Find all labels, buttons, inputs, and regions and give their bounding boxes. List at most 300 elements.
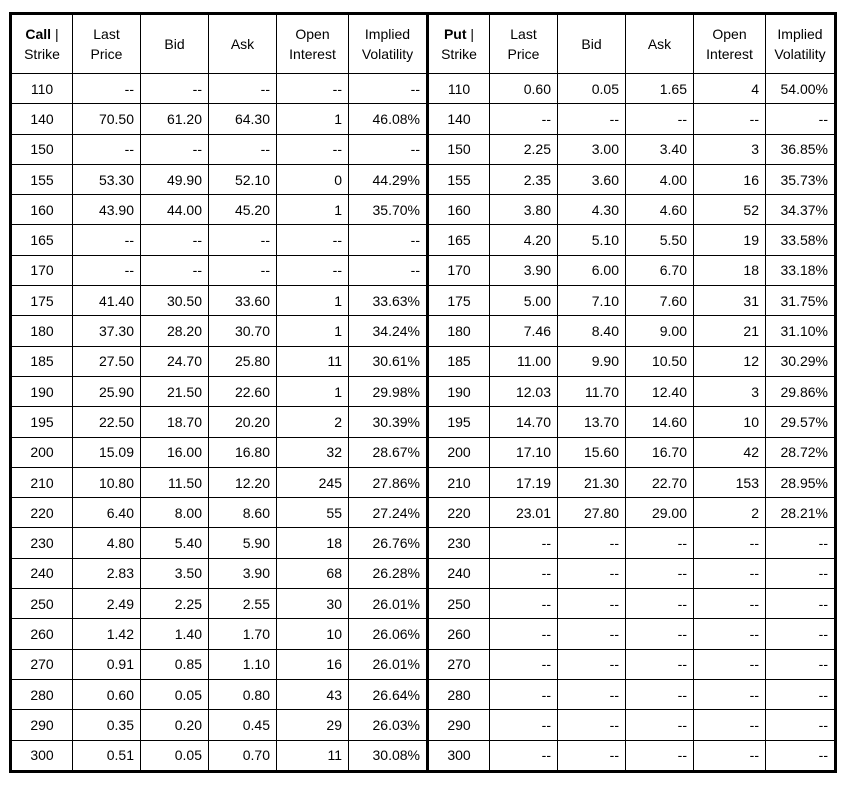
call-ask-cell: -- [209,74,277,104]
call-implied-volatility-cell: 26.28% [349,558,428,588]
call-implied-volatility-cell: 26.76% [349,528,428,558]
put-ask-cell: 9.00 [626,316,694,346]
call-ask-cell: 52.10 [209,164,277,194]
call-bid-cell: 2.25 [141,589,209,619]
table-row [11,740,836,771]
call-last-price-cell: 0.60 [73,679,141,709]
put-bid-cell: 5.10 [558,225,626,255]
put-implied-volatility-cell: -- [766,679,836,709]
put-strike-cell: 150 [428,134,490,164]
call-open-interest-cell: 1 [277,286,349,316]
call-implied-volatility-cell: 34.24% [349,316,428,346]
put-strike-cell: 140 [428,104,490,134]
put-label: Put [443,26,467,42]
put-strike-header [428,14,490,74]
call-ask-cell: 1.70 [209,619,277,649]
put-implied-volatility-cell: 31.10% [766,316,836,346]
call-ask-cell: 22.60 [209,376,277,406]
table-row [11,558,836,588]
call-last-price-cell: 6.40 [73,498,141,528]
put-ask-cell: -- [626,649,694,679]
call-ask-cell: -- [209,255,277,285]
call-strike-cell: 250 [11,589,73,619]
call-bid-cell: 24.70 [141,346,209,376]
call-ask-cell: 8.60 [209,498,277,528]
call-implied-volatility-cell: 33.63% [349,286,428,316]
call-bid-cell: 49.90 [141,164,209,194]
put-bid-cell: -- [558,558,626,588]
put-open-interest-cell: -- [694,104,766,134]
put-bid-cell: 3.00 [558,134,626,164]
put-implied-volatility-cell: 36.85% [766,134,836,164]
call-open-interest-cell: -- [277,225,349,255]
put-bid-cell: 15.60 [558,437,626,467]
table-row [11,164,836,194]
call-implied-volatility-cell: -- [349,225,428,255]
call-bid-cell: 0.85 [141,649,209,679]
call-open-interest-cell: 11 [277,346,349,376]
put-bid-cell: -- [558,710,626,740]
put-open-interest-cell: 4 [694,74,766,104]
call-strike-label: Strike [24,46,60,62]
call-strike-cell: 220 [11,498,73,528]
call-bid-cell: 18.70 [141,407,209,437]
put-last-price-cell: 5.00 [490,286,558,316]
call-strike-cell: 170 [11,255,73,285]
put-last-price-cell: -- [490,649,558,679]
put-ask-cell: -- [626,740,694,771]
call-implied-volatility-cell: 26.01% [349,649,428,679]
put-bid-header: Bid [558,14,626,74]
put-open-interest-cell: -- [694,528,766,558]
put-ask-cell: -- [626,528,694,558]
call-last-price-cell: -- [73,134,141,164]
put-last-price-cell: 17.19 [490,467,558,497]
put-last-price-cell: 14.70 [490,407,558,437]
put-last-price-cell: 0.60 [490,74,558,104]
call-last-price-cell: 4.80 [73,528,141,558]
table-row [11,437,836,467]
call-open-interest-cell: 30 [277,589,349,619]
put-open-interest-cell: 10 [694,407,766,437]
call-open-interest-cell: 11 [277,740,349,771]
put-open-interest-cell: -- [694,740,766,771]
put-strike-cell: 240 [428,558,490,588]
put-open-interest-cell: -- [694,589,766,619]
call-strike-cell: 175 [11,286,73,316]
call-ask-cell: 20.20 [209,407,277,437]
put-ask-cell: -- [626,558,694,588]
put-implied-volatility-cell: 33.18% [766,255,836,285]
put-implied-volatility-cell: 28.72% [766,437,836,467]
call-strike-cell: 180 [11,316,73,346]
put-last-price-cell: 4.20 [490,225,558,255]
put-strike-cell: 180 [428,316,490,346]
call-last-price-cell: 70.50 [73,104,141,134]
call-last-price-cell: 0.91 [73,649,141,679]
call-oi-label-1: Open [295,26,330,42]
put-ask-cell: 3.40 [626,134,694,164]
put-open-interest-cell: 18 [694,255,766,285]
call-ask-header: Ask [209,14,277,74]
put-implied-volatility-cell: 30.29% [766,346,836,376]
call-last-price-cell: 43.90 [73,195,141,225]
call-last-price-label-1: Last [93,26,120,42]
header-row [11,14,836,74]
put-ask-cell: -- [626,710,694,740]
call-implied-volatility-cell: 26.64% [349,679,428,709]
call-open-interest-cell: 0 [277,164,349,194]
put-strike-cell: 300 [428,740,490,771]
call-last-price-cell: 27.50 [73,346,141,376]
put-open-interest-cell: 19 [694,225,766,255]
put-last-price-cell: -- [490,104,558,134]
call-bid-header: Bid [141,14,209,74]
call-ask-cell: 12.20 [209,467,277,497]
put-open-interest-cell: 3 [694,376,766,406]
call-open-interest-cell: 32 [277,437,349,467]
call-strike-cell: 280 [11,679,73,709]
put-bid-cell: -- [558,589,626,619]
table-row [11,619,836,649]
call-implied-volatility-cell: 28.67% [349,437,428,467]
put-implied-volatility-cell: 54.00% [766,74,836,104]
put-iv-label-1: Implied [777,26,823,42]
call-open-interest-cell: 18 [277,528,349,558]
call-bid-cell: 21.50 [141,376,209,406]
table-row [11,195,836,225]
put-last-price-cell: 3.80 [490,195,558,225]
call-bid-cell: -- [141,74,209,104]
put-ask-cell: 5.50 [626,225,694,255]
put-ask-cell: 4.00 [626,164,694,194]
put-implied-volatility-cell: -- [766,710,836,740]
call-implied-volatility-cell: -- [349,255,428,285]
call-bid-cell: 28.20 [141,316,209,346]
put-strike-cell: 280 [428,679,490,709]
call-iv-label-1: Implied [364,26,411,42]
put-last-price-label-2: Price [507,46,540,62]
table-row [11,286,836,316]
call-implied-volatility-cell: -- [349,74,428,104]
call-bid-cell: 30.50 [141,286,209,316]
call-strike-cell: 270 [11,649,73,679]
put-ask-cell: 12.40 [626,376,694,406]
call-ask-cell: 0.45 [209,710,277,740]
call-strike-cell: 140 [11,104,73,134]
put-bid-cell: 4.30 [558,195,626,225]
put-ask-cell: 6.70 [626,255,694,285]
call-implied-volatility-cell: 30.08% [349,740,428,771]
call-bid-cell: 0.05 [141,740,209,771]
call-ask-cell: 0.70 [209,740,277,771]
put-strike-cell: 260 [428,619,490,649]
call-strike-cell: 190 [11,376,73,406]
call-implied-volatility-cell: 26.03% [349,710,428,740]
table-row [11,407,836,437]
call-open-interest-cell: 10 [277,619,349,649]
put-ask-header: Ask [626,14,694,74]
call-implied-volatility-cell: 26.01% [349,589,428,619]
put-open-interest-cell: -- [694,649,766,679]
put-ask-cell: 16.70 [626,437,694,467]
put-last-price-cell: -- [490,589,558,619]
call-strike-cell: 110 [11,74,73,104]
put-strike-cell: 250 [428,589,490,619]
put-bid-cell: -- [558,649,626,679]
call-strike-cell: 200 [11,437,73,467]
call-bid-cell: 8.00 [141,498,209,528]
call-implied-volatility-header [349,14,428,74]
call-bid-cell: -- [141,225,209,255]
put-oi-label-2: Interest [706,46,753,62]
put-strike-cell: 200 [428,437,490,467]
call-open-interest-cell: 1 [277,195,349,225]
put-separator: | [466,26,475,42]
put-ask-cell: 29.00 [626,498,694,528]
put-last-price-cell: 2.25 [490,134,558,164]
call-last-price-cell: 53.30 [73,164,141,194]
put-implied-volatility-cell: 29.57% [766,407,836,437]
put-last-price-cell: 7.46 [490,316,558,346]
put-strike-cell: 170 [428,255,490,285]
put-open-interest-header [694,14,766,74]
put-bid-cell: -- [558,740,626,771]
call-open-interest-cell: 43 [277,679,349,709]
put-last-price-cell: -- [490,679,558,709]
put-strike-cell: 290 [428,710,490,740]
put-bid-cell: 27.80 [558,498,626,528]
call-ask-cell: 1.10 [209,649,277,679]
put-strike-cell: 270 [428,649,490,679]
call-implied-volatility-cell: 29.98% [349,376,428,406]
call-bid-cell: -- [141,134,209,164]
call-last-price-cell: 2.83 [73,558,141,588]
table-row [11,679,836,709]
put-ask-cell: 10.50 [626,346,694,376]
put-open-interest-cell: 12 [694,346,766,376]
put-ask-cell: 4.60 [626,195,694,225]
put-implied-volatility-cell: -- [766,558,836,588]
call-open-interest-cell: -- [277,255,349,285]
table-row [11,134,836,164]
call-implied-volatility-cell: 27.86% [349,467,428,497]
call-ask-cell: -- [209,225,277,255]
put-bid-cell: 6.00 [558,255,626,285]
call-last-price-cell: 37.30 [73,316,141,346]
put-implied-volatility-cell: 31.75% [766,286,836,316]
put-last-price-cell: 3.90 [490,255,558,285]
call-open-interest-cell: -- [277,134,349,164]
call-last-price-cell: -- [73,74,141,104]
call-ask-cell: -- [209,134,277,164]
put-bid-cell: -- [558,619,626,649]
call-open-interest-cell: 1 [277,376,349,406]
table-row [11,225,836,255]
put-implied-volatility-header [766,14,836,74]
put-implied-volatility-cell: 35.73% [766,164,836,194]
call-last-price-cell: 25.90 [73,376,141,406]
call-bid-cell: 1.40 [141,619,209,649]
call-implied-volatility-cell: 30.39% [349,407,428,437]
call-open-interest-cell: 2 [277,407,349,437]
call-last-price-cell: 22.50 [73,407,141,437]
call-implied-volatility-cell: 26.06% [349,619,428,649]
call-open-interest-cell: 29 [277,710,349,740]
call-last-price-cell: 2.49 [73,589,141,619]
call-strike-cell: 160 [11,195,73,225]
call-implied-volatility-cell: 27.24% [349,498,428,528]
put-implied-volatility-cell: 33.58% [766,225,836,255]
put-strike-cell: 175 [428,286,490,316]
put-bid-cell: 11.70 [558,376,626,406]
put-open-interest-cell: -- [694,558,766,588]
put-open-interest-cell: 52 [694,195,766,225]
table-row [11,74,836,104]
call-implied-volatility-cell: 30.61% [349,346,428,376]
put-open-interest-cell: 21 [694,316,766,346]
table-row [11,346,836,376]
put-strike-cell: 195 [428,407,490,437]
put-ask-cell: -- [626,589,694,619]
call-strike-cell: 290 [11,710,73,740]
call-ask-cell: 3.90 [209,558,277,588]
put-open-interest-cell: 42 [694,437,766,467]
call-strike-cell: 195 [11,407,73,437]
call-open-interest-cell: 1 [277,104,349,134]
option-rows [11,74,836,772]
call-last-price-cell: -- [73,255,141,285]
put-last-price-cell: -- [490,710,558,740]
put-last-price-cell: 11.00 [490,346,558,376]
call-last-price-cell: 10.80 [73,467,141,497]
put-open-interest-cell: 2 [694,498,766,528]
call-bid-cell: 0.05 [141,679,209,709]
put-last-price-cell: -- [490,558,558,588]
table-row [11,467,836,497]
call-last-price-cell: 0.35 [73,710,141,740]
put-open-interest-cell: -- [694,679,766,709]
put-implied-volatility-cell: 34.37% [766,195,836,225]
call-bid-cell: 44.00 [141,195,209,225]
table-row [11,649,836,679]
call-iv-label-2: Volatility [361,46,414,62]
table-row [11,376,836,406]
call-strike-cell: 230 [11,528,73,558]
put-open-interest-cell: 31 [694,286,766,316]
put-open-interest-cell: -- [694,710,766,740]
put-last-price-cell: 17.10 [490,437,558,467]
put-bid-cell: 21.30 [558,467,626,497]
call-open-interest-cell: 16 [277,649,349,679]
put-last-price-cell: 23.01 [490,498,558,528]
put-implied-volatility-cell: 28.95% [766,467,836,497]
put-implied-volatility-cell: 28.21% [766,498,836,528]
put-implied-volatility-cell: -- [766,104,836,134]
call-bid-cell: 61.20 [141,104,209,134]
put-oi-label-1: Open [712,26,747,42]
put-ask-cell: 1.65 [626,74,694,104]
call-last-price-header [73,14,141,74]
call-implied-volatility-cell: -- [349,134,428,164]
put-ask-cell: -- [626,104,694,134]
call-strike-cell: 155 [11,164,73,194]
put-last-price-cell: 12.03 [490,376,558,406]
put-bid-cell: 13.70 [558,407,626,437]
put-strike-cell: 230 [428,528,490,558]
call-separator: | [51,26,59,42]
put-last-price-cell: -- [490,740,558,771]
call-open-interest-cell: 55 [277,498,349,528]
put-bid-cell: 3.60 [558,164,626,194]
put-bid-cell: -- [558,528,626,558]
call-last-price-cell: 41.40 [73,286,141,316]
table-row [11,528,836,558]
put-bid-cell: 8.40 [558,316,626,346]
put-open-interest-cell: 3 [694,134,766,164]
table-row [11,710,836,740]
put-ask-cell: 14.60 [626,407,694,437]
call-ask-cell: 30.70 [209,316,277,346]
put-strike-label: Strike [441,46,477,62]
call-strike-cell: 300 [11,740,73,771]
call-last-price-cell: 0.51 [73,740,141,771]
call-implied-volatility-cell: 46.08% [349,104,428,134]
put-ask-cell: -- [626,619,694,649]
call-strike-cell: 240 [11,558,73,588]
put-open-interest-cell: 16 [694,164,766,194]
put-implied-volatility-cell: -- [766,589,836,619]
put-last-price-cell: -- [490,528,558,558]
call-open-interest-cell: 1 [277,316,349,346]
call-strike-header [11,14,73,74]
put-implied-volatility-cell: -- [766,649,836,679]
call-label: Call [25,26,52,42]
put-strike-cell: 165 [428,225,490,255]
put-open-interest-cell: 153 [694,467,766,497]
table-row [11,589,836,619]
call-bid-cell: 0.20 [141,710,209,740]
table-row [11,104,836,134]
call-bid-cell: 16.00 [141,437,209,467]
option-chain-container [9,12,837,773]
call-bid-cell: -- [141,255,209,285]
call-open-interest-cell: -- [277,74,349,104]
call-open-interest-header [277,14,349,74]
call-strike-cell: 210 [11,467,73,497]
put-strike-cell: 220 [428,498,490,528]
call-strike-cell: 185 [11,346,73,376]
call-ask-cell: 2.55 [209,589,277,619]
call-ask-cell: 64.30 [209,104,277,134]
call-oi-label-2: Interest [289,46,336,62]
put-strike-cell: 210 [428,467,490,497]
call-last-price-label-2: Price [90,46,123,62]
put-strike-cell: 160 [428,195,490,225]
call-bid-cell: 3.50 [141,558,209,588]
call-strike-cell: 165 [11,225,73,255]
option-chain-table [9,12,837,773]
put-bid-cell: 9.90 [558,346,626,376]
put-implied-volatility-cell: -- [766,740,836,771]
call-strike-cell: 150 [11,134,73,164]
put-last-price-cell: 2.35 [490,164,558,194]
call-bid-cell: 11.50 [141,467,209,497]
put-bid-cell: 0.05 [558,74,626,104]
put-implied-volatility-cell: -- [766,619,836,649]
call-ask-cell: 16.80 [209,437,277,467]
put-bid-cell: 7.10 [558,286,626,316]
